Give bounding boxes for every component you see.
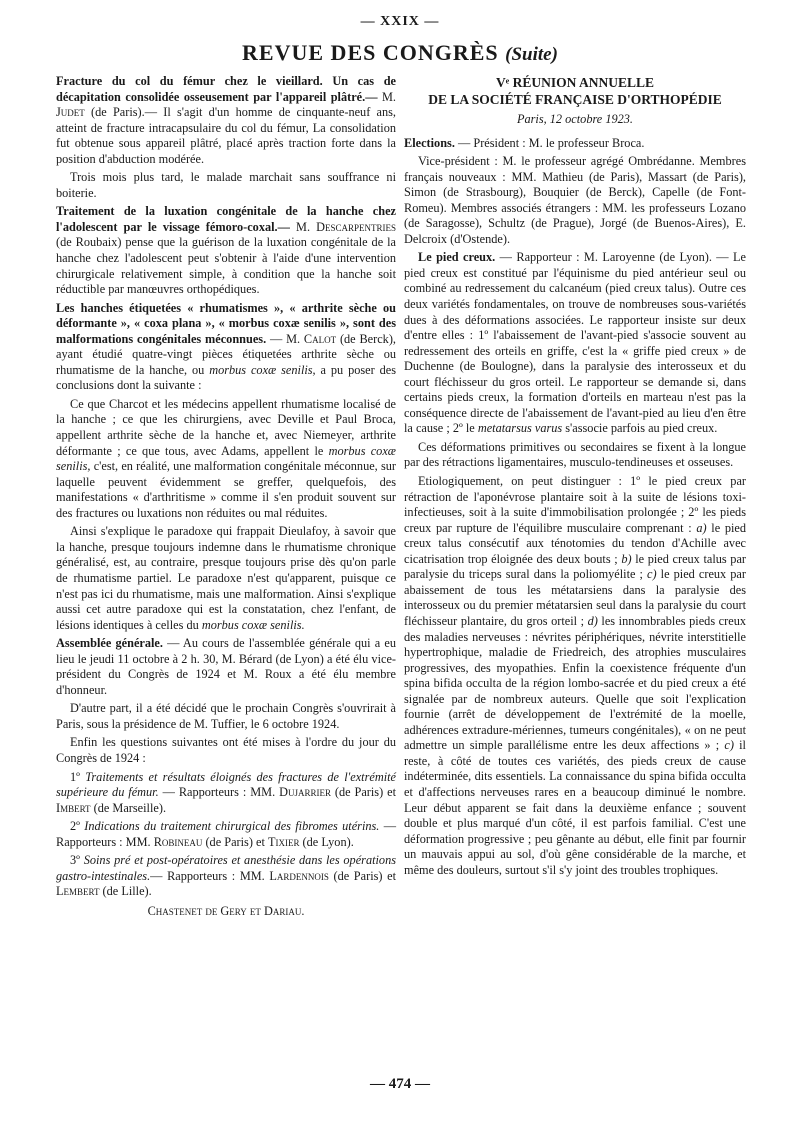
paragraph-text: — Rapporteurs : MM. bbox=[150, 868, 270, 883]
paragraph bbox=[56, 397, 396, 521]
paragraph-text: (de Lille). bbox=[99, 884, 152, 899]
paragraph bbox=[56, 524, 396, 633]
paragraph-text: — Président : M. le professeur Broca. bbox=[454, 135, 645, 150]
list-marker: c) bbox=[647, 567, 657, 582]
conference-title-line: Vᵉ RÉUNION ANNUELLE bbox=[495, 75, 655, 90]
paragraph-text: — Rapporteurs : MM. bbox=[158, 785, 280, 800]
section-title: Le pied creux. bbox=[418, 250, 496, 265]
conference-title bbox=[404, 74, 746, 108]
question-item bbox=[56, 853, 396, 900]
paragraph-text: s'associe parfois au pied creux. bbox=[562, 421, 718, 436]
paragraph-text: Ce que Charcot et les médecins appellent rhumatisme localisé de la hanche ; ce que les chirurgiens, avec Deville et Paul Broca, appellent arthrite sèche de la hanche et, avec Niemeyer, arthrite déformante ; ce que tous, avec Adams, appellent le bbox=[56, 396, 396, 458]
question-title: Indications du traitement chirurgical des fibromes utérins. bbox=[84, 819, 380, 834]
left-column bbox=[56, 74, 396, 919]
assemblee-generale bbox=[56, 636, 396, 698]
article-body: (de Roubaix) pense que la guérison de la luxation congénitale de la hanche chez l'adolescent peut s'obtenir à l'aide d'une intervention chirurgicale relativement simple, à condition que la hanche soit réductible par manœuvres orthopédiques. bbox=[56, 235, 396, 297]
running-title bbox=[0, 40, 800, 66]
list-marker: b) bbox=[621, 551, 632, 566]
paragraph-text: le pied creux talus consécutif aux ténotomies du tendon d'Achille avec cicatrisation trop éloignée des deux bouts ; bbox=[404, 520, 747, 566]
article-title: Traitement de la luxation congénitale de la hanche chez l'adolescent par le vissage fémoro-coxal.— bbox=[56, 204, 396, 234]
page-number: — 474 — bbox=[370, 1076, 430, 1092]
paragraph-text: — Au cours de l'assemblée générale qui a eu lieu le jeudi 11 octobre à 2 h. 30, M. Bérard (de Lyon) a été élu vice-président du Congrès de 1924 et M. Roux a été élu membre d'honneur. bbox=[56, 636, 397, 697]
list-marker: a) bbox=[696, 520, 707, 535]
article-hanches bbox=[56, 301, 396, 394]
author-name: M. Judet bbox=[56, 89, 396, 120]
latin-term: morbus coxæ senilis, bbox=[209, 362, 316, 377]
paragraph: Ces déformations primitives ou secondaires se fixent à la longue par des rétractions ligamentaires, musculo-tendineuses et osseuses. bbox=[404, 439, 746, 470]
item-number: 2º bbox=[70, 819, 85, 834]
author-name: Robineau bbox=[153, 834, 203, 849]
paragraph-text: — Rapporteur : M. Laroyenne (de Lyon). bbox=[495, 250, 712, 265]
paragraph-text: le pied creux par abaissement de tous les métatarsiens dans la paralysie des interosseux ou du premier métatarsien seul dans la paralysie du court fléchisseur plantaire, du gros orteil ; bbox=[404, 567, 746, 628]
running-title-suffix: (Suite) bbox=[505, 44, 558, 65]
latin-term: metatarsus varus bbox=[477, 421, 563, 436]
running-title-text: REVUE DES CONGRÈS bbox=[242, 40, 499, 65]
author-name: M. Descarpentries bbox=[289, 219, 396, 234]
paragraph-text: (de Marseille). bbox=[90, 800, 167, 815]
paragraph-text: (de Lyon). bbox=[299, 834, 354, 849]
paragraph-text: il reste, à côté de toutes ces variétés, des pieds creux de cause indéterminée, dits essentiels. La connaissance du spina bifida occulta et d'affections nerveuses rares en a beaucoup diminué le nombre. Leur début apparent se fait dans la deuxième enfance ; souvent double et plus marqué d'un côté, il est parfois familial. C'est une déformation progressive ; peu gênante au début, elle finit par fournir un mauvais appui au sol, d'où gêne considérable de la marche, et même des douleurs, surtout s'il s'y joint des troubles trophiques. bbox=[404, 738, 746, 877]
author-name: Imbert bbox=[56, 800, 91, 815]
article-body: a pu poser des conclusions dont la suivante : bbox=[56, 362, 396, 393]
section-title: Elections. bbox=[404, 135, 455, 150]
question-item bbox=[56, 770, 396, 817]
conference-title-line: DE LA SOCIÉTÉ FRANÇAISE D'ORTHOPÉDIE bbox=[428, 92, 722, 107]
list-marker: d) bbox=[587, 613, 598, 628]
author-signature: Chastenet de Gery et Dariau. bbox=[147, 903, 305, 918]
latin-term: morbus coxæ senilis. bbox=[201, 617, 305, 632]
article-title: Fracture du col du fémur chez le vieillard. Un cas de décapitation consolidée osseusement par l'appareil plâtré.— bbox=[56, 74, 396, 104]
paragraph-text: (de Paris) et bbox=[330, 785, 396, 800]
pied-creux-report bbox=[404, 250, 746, 437]
paragraph: D'autre part, il a été décidé que le prochain Congrès s'ouvrirait à Paris, sous la présidence de M. Tuffier, le 6 octobre 1924. bbox=[56, 701, 396, 731]
elections bbox=[404, 136, 746, 152]
article-title: Les hanches étiquetées « rhumatismes », « arthrite sèche ou déformante », « coxa plana », « morbus coxæ senilis », sont des malformations congénitales méconnues. bbox=[56, 300, 396, 346]
latin-term: morbus coxæ senilis, bbox=[56, 443, 396, 474]
conference-date: Paris, 12 octobre 1923. bbox=[516, 112, 634, 126]
article-body: (de Berck), ayant étudié quatre-vingt pièces étiquetées arthrite sèche ou rhumatisme de la hanche, ou bbox=[56, 331, 396, 377]
paragraph-text: — Rapporteurs : MM. bbox=[56, 819, 396, 849]
paragraph-text: Etiologiquement, on peut distinguer : 1º le pied creux par rétraction de l'aponévrose plantaire soit à la suite de lésions toxi-infectieuses, soit à la suite d'immobilisation prolongée ; 2º les pieds creux par rupture de l'équilibre musculaire comprenant : bbox=[404, 474, 746, 535]
paragraph-text: les innombrables pieds creux des maladies nerveuses : névrites périphériques, névrite interstitielle hypertrophique, maladie de Friedreich, des atrophies musculaires progressives, des myopathies. Enfin la coexistence fréquente d'un spina bifida occulta de la région lombo-sacrée et du pied creux a été signalée par de nombreux auteurs. Quelle que soit l'explication fournie (arrêt de développement de l'extrémité de la moelle, adhérences extradure-mériennes, tumeurs congénitales), « on ne peut admettre un simple parallélisme entre les deux affections » ; bbox=[404, 613, 746, 753]
paragraph: Vice-président : M. le professeur agrégé Ombrédanne. Membres français nouveaux : MM. Mathieu (de Paris), Massart (de Paris), Simon (de Strasbourg), Bouquier (de Berck), Capelle (de Font-Romeu). Membres associés étrangers : MM. les professeurs Lozano (de Saragosse), Schultz (de Prague), Jorgé (de Buenos-Aires), E. Delcroix (d'Ostende). bbox=[404, 154, 746, 246]
author-name: Lardennois bbox=[269, 868, 329, 883]
author-name: Tixier bbox=[267, 834, 300, 849]
author-name: — M. Calot bbox=[266, 331, 337, 346]
paragraph-text: c'est, en réalité, une malformation congénitale méconnue, sur laquelle peuvent évidemment se greffer, quelquefois, des manifestations « d'arthritisme » comme il s'en produit souvent sur des fractures ou luxations non réduites ou mal réduites. bbox=[56, 459, 396, 520]
question-item bbox=[56, 819, 396, 850]
author-name: Lembert bbox=[56, 884, 100, 899]
paragraph-text: le pied creux talus par paralysie du triceps sural dans la poliomyélite ; bbox=[404, 551, 747, 582]
article-luxation bbox=[56, 204, 396, 297]
list-marker: c) bbox=[724, 738, 734, 753]
item-number: 1º bbox=[70, 769, 86, 784]
paragraph: Trois mois plus tard, le malade marchait sans souffrance ni boiterie. bbox=[56, 170, 396, 200]
right-column bbox=[404, 74, 746, 881]
question-title: Traitements et résultats éloignés des fractures de l'extrémité supérieure du fémur. bbox=[56, 769, 396, 800]
paragraph bbox=[404, 474, 746, 878]
paragraph-text: — Le pied creux est constitué par l'équinisme du pied antérieur seul ou combiné au redressement du calcanéum (pied creux talus). Outre ces deux variétés fondamentales, on trouve de nombreuses sous-variétés dues à des déformations associées. Le rapporteur insiste sur deux d'entre elles : 1º l'abaissement de l'avant-pied s'associe souvent au redressement des orteils en griffe, c'est la « griffe pied creux » de Duchenne (de Boulogne), dans la paralysie des interosseux et du court fléchisseur du gros orteil. Le rapporteur se demande si, dans certains pieds creux, la formation d'orteils en marteau n'est pas la conséquence directe de l'abaissement de l'avant-pied au lieu d'en être la cause ; 2º le bbox=[404, 250, 746, 436]
item-number: 3º bbox=[70, 853, 84, 868]
paragraph-text: Ainsi s'explique le paradoxe qui frappait Dieulafoy, à savoir que la hanche, presque toujours indemne dans le rhumatisme chronique généralisé, est, au contraire, presque toujours prise dès qu'on parle de rhumatisme partiel. Le paradoxe n'est qu'apparent, puisque ce n'est pas ici du rhumatisme, mais une malformation. Ainsi s'explique aussi cet autre paradoxe qui est la constatation, chez l'enfant, de lésions identiques à celles du bbox=[56, 524, 396, 632]
paragraph-text: (de Paris) et bbox=[202, 834, 268, 849]
article-fracture bbox=[56, 74, 396, 167]
article-body: (de Paris).— Il s'agit d'un homme de cinquante-neuf ans, atteint de fracture intracapsulaire du col du fémur, La consolidation fut obtenue sous appareil plâtré, placé après traction forte dans la position d'abduction modérée. bbox=[56, 105, 396, 166]
paragraph-text: (de Paris) et bbox=[328, 868, 396, 883]
question-title: Soins pré et post-opératoires et anesthésie dans les opérations gastro-intestinales. bbox=[56, 853, 397, 883]
author-name: Dujarrier bbox=[279, 785, 331, 800]
section-title: Assemblée générale. bbox=[56, 636, 163, 651]
paragraph: Enfin les questions suivantes ont été mises à l'ordre du jour du Congrès de 1924 : bbox=[56, 735, 396, 765]
page-roman-numeral: — XXIX — bbox=[360, 14, 440, 29]
